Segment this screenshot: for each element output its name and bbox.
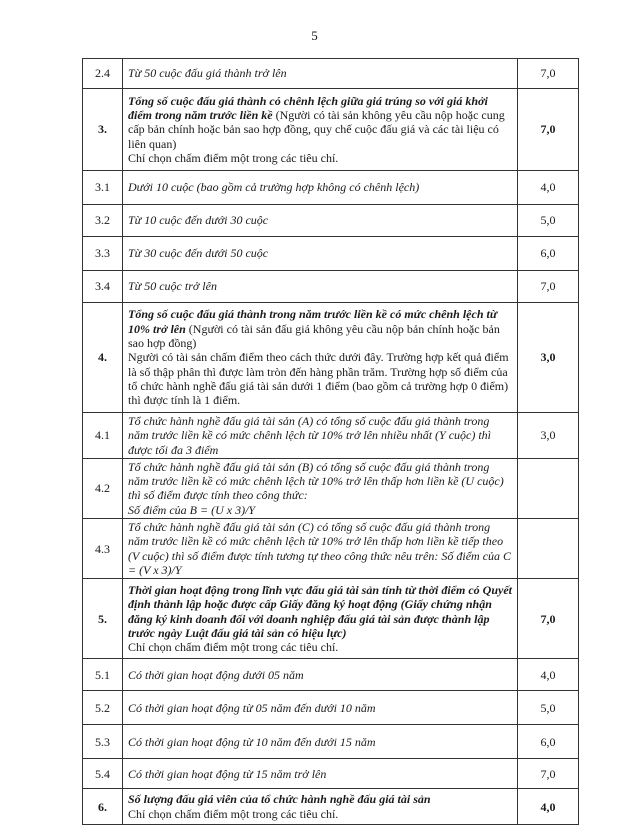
- description-text: Có thời gian hoạt động dưới 05 năm: [128, 667, 304, 682]
- table-row: [83, 579, 579, 659]
- table-row: [83, 271, 579, 303]
- description-text: Số điểm của B = (U x 3)/Y: [128, 502, 256, 517]
- criterion-score: 4,0: [518, 171, 579, 205]
- description-line: [128, 735, 512, 749]
- table-row: [83, 413, 579, 459]
- table-row: [83, 303, 579, 413]
- criterion-score: 7,0: [518, 59, 579, 89]
- criterion-number: 2.4: [83, 59, 123, 89]
- description-line: [128, 807, 512, 821]
- criterion-score: 5,0: [518, 691, 579, 725]
- criterion-number: 3.3: [83, 237, 123, 271]
- criterion-description: [123, 579, 518, 659]
- description-line: [128, 307, 512, 350]
- criterion-number: 6.: [83, 789, 123, 825]
- table-row: [83, 237, 579, 271]
- description-text: Người có tài sản chấm điểm theo cách thức dưới đây. Trường hợp kết quả điểm là số thập phân thì được làm tròn đến hàng phần trăm. Trường hợp số điểm của tổ chức hành nghề đấu giá tài sản dưới 1 điểm (bao gồm cả trường hợp 0 điểm) thì được tính là 1 điểm.: [128, 350, 509, 408]
- description-text: Từ 50 cuộc trở lên: [128, 279, 217, 294]
- description-text: Số lượng đấu giá viên của tổ chức hành nghề đấu giá tài sản: [128, 792, 431, 807]
- criterion-description: [123, 89, 518, 171]
- criterion-number: 3.4: [83, 271, 123, 303]
- table-row: [83, 171, 579, 205]
- description-line: [128, 246, 512, 260]
- description-text: Tổng số cuộc đấu giá thành có chênh lệch giữa giá trúng so với giá khởi điểm trong năm trước liền kề: [128, 93, 488, 123]
- criteria-table: [82, 58, 579, 825]
- description-text: Dưới 10 cuộc (bao gồm cả trường hợp không có chênh lệch): [128, 180, 420, 195]
- criterion-score: 7,0: [518, 271, 579, 303]
- description-line: [128, 151, 512, 165]
- criterion-score: 7,0: [518, 579, 579, 659]
- description-text: Tổ chức hành nghề đấu giá tài sản (C) có tổng số cuộc đấu giá thành trong năm trước liền kề có mức chênh lệch từ 10% trở lên thấp hơn liền kề tiếp theo (V cuộc) thì số điểm được tính tương tự theo công thức nêu trên: Số điểm của C = (V x 3)/Y: [128, 520, 512, 577]
- criterion-description: [123, 519, 518, 579]
- description-line: [128, 640, 512, 654]
- description-text: Thời gian hoạt động trong lĩnh vực đấu giá tài sản tính từ thời điểm có Quyết định thành lập hoặc được cấp Giấy đăng ký hoạt động (Giấy chứng nhận đăng ký kinh doanh đối với doanh nghiệp đấu giá tài sản được thành lập trước ngày Luật đấu giá tài sản có hiệu lực): [128, 583, 512, 640]
- description-line: [128, 767, 512, 781]
- description-line: [128, 503, 512, 517]
- description-line: [128, 583, 512, 640]
- criterion-number: 3.: [83, 89, 123, 171]
- criterion-score: 4,0: [518, 659, 579, 691]
- criterion-number: 3.2: [83, 205, 123, 237]
- table-row: [83, 519, 579, 579]
- criterion-number: 4.: [83, 303, 123, 413]
- criterion-description: [123, 171, 518, 205]
- criterion-score: 4,0: [518, 789, 579, 825]
- description-line: [128, 792, 512, 806]
- criterion-description: [123, 237, 518, 271]
- criterion-number: 5.2: [83, 691, 123, 725]
- table-row: [83, 691, 579, 725]
- criterion-number: 3.1: [83, 171, 123, 205]
- criterion-description: [123, 789, 518, 825]
- description-text: Tổ chức hành nghề đấu giá tài sản (A) có tổng số cuộc đấu giá thành trong năm trước liền kề có mức chênh lệch từ 10% trở lên nhiều nhất (Y cuộc) thì được tối đa 3 điểm: [128, 414, 492, 457]
- description-line: [128, 414, 512, 457]
- description-line: [128, 213, 512, 227]
- description-line: [128, 66, 512, 80]
- description-line: [128, 460, 512, 503]
- description-text: Có thời gian hoạt động từ 05 năm đến dưới 10 năm: [128, 700, 376, 715]
- description-text: Từ 10 cuộc đến dưới 30 cuộc: [128, 213, 269, 228]
- criterion-description: [123, 59, 518, 89]
- table-row: [83, 789, 579, 825]
- description-text: Chỉ chọn chấm điểm một trong các tiêu chí.: [128, 806, 339, 821]
- criteria-table-body: [83, 59, 579, 825]
- criterion-score: [518, 458, 579, 518]
- criterion-score: [518, 519, 579, 579]
- table-row: [83, 205, 579, 237]
- description-text: Có thời gian hoạt động từ 10 năm đến dưới 15 năm: [128, 734, 376, 749]
- criterion-score: 6,0: [518, 725, 579, 759]
- description-line: [128, 668, 512, 682]
- criterion-score: 6,0: [518, 237, 579, 271]
- criterion-description: [123, 205, 518, 237]
- criterion-number: 5.3: [83, 725, 123, 759]
- table-row: [83, 59, 579, 89]
- table-row: [83, 89, 579, 171]
- criterion-number: 4.3: [83, 519, 123, 579]
- description-text: Chỉ chọn chấm điểm một trong các tiêu chí.: [128, 150, 339, 165]
- description-note: (Người có tài sản đấu giá không yêu cầu nộp bản chính hoặc bản sao hợp đồng): [128, 321, 500, 351]
- criterion-description: [123, 759, 518, 789]
- criterion-number: 5.1: [83, 659, 123, 691]
- description-text: Tổng số cuộc đấu giá thành trong năm trước liền kề có mức chênh lệch từ 10% trở lên: [128, 307, 498, 336]
- table-row: [83, 458, 579, 518]
- criterion-score: 3,0: [518, 303, 579, 413]
- description-line: [128, 180, 512, 194]
- criterion-description: [123, 458, 518, 518]
- criterion-description: [123, 691, 518, 725]
- criterion-description: [123, 271, 518, 303]
- description-text: Có thời gian hoạt động từ 15 năm trở lên: [128, 766, 327, 781]
- criterion-score: 5,0: [518, 205, 579, 237]
- description-line: [128, 520, 512, 577]
- description-line: [128, 701, 512, 715]
- description-text: Chỉ chọn chấm điểm một trong các tiêu chí.: [128, 640, 339, 655]
- description-text: Tổ chức hành nghề đấu giá tài sản (B) có tổng số cuộc đấu giá thành trong năm trước liền kề có mức chênh lệch từ 10% trở lên thấp hơn liền kề (U cuộc) thì số điểm được tính theo công thức:: [128, 459, 504, 503]
- criterion-description: [123, 725, 518, 759]
- table-row: [83, 759, 579, 789]
- criterion-number: 5.: [83, 579, 123, 659]
- criterion-description: [123, 659, 518, 691]
- description-line: [128, 94, 512, 151]
- page-number: 5: [311, 28, 318, 43]
- table-row: [83, 725, 579, 759]
- criterion-score: 3,0: [518, 413, 579, 459]
- criterion-number: 4.2: [83, 458, 123, 518]
- table-row: [83, 659, 579, 691]
- description-note: (Người có tài sản không yêu cầu nộp hoặc cung cấp bản chính hoặc bản sao hợp đồng, quy chế cuộc đấu giá và các tài liệu có liên quan): [128, 108, 505, 151]
- criterion-description: [123, 303, 518, 413]
- criterion-score: 7,0: [518, 89, 579, 171]
- description-line: [128, 279, 512, 293]
- criterion-number: 5.4: [83, 759, 123, 789]
- criterion-description: [123, 413, 518, 459]
- description-line: [128, 350, 512, 407]
- criterion-number: 4.1: [83, 413, 123, 459]
- description-text: Từ 50 cuộc đấu giá thành trở lên: [128, 66, 287, 81]
- criterion-score: 7,0: [518, 759, 579, 789]
- description-text: Từ 30 cuộc đến dưới 50 cuộc: [128, 246, 269, 261]
